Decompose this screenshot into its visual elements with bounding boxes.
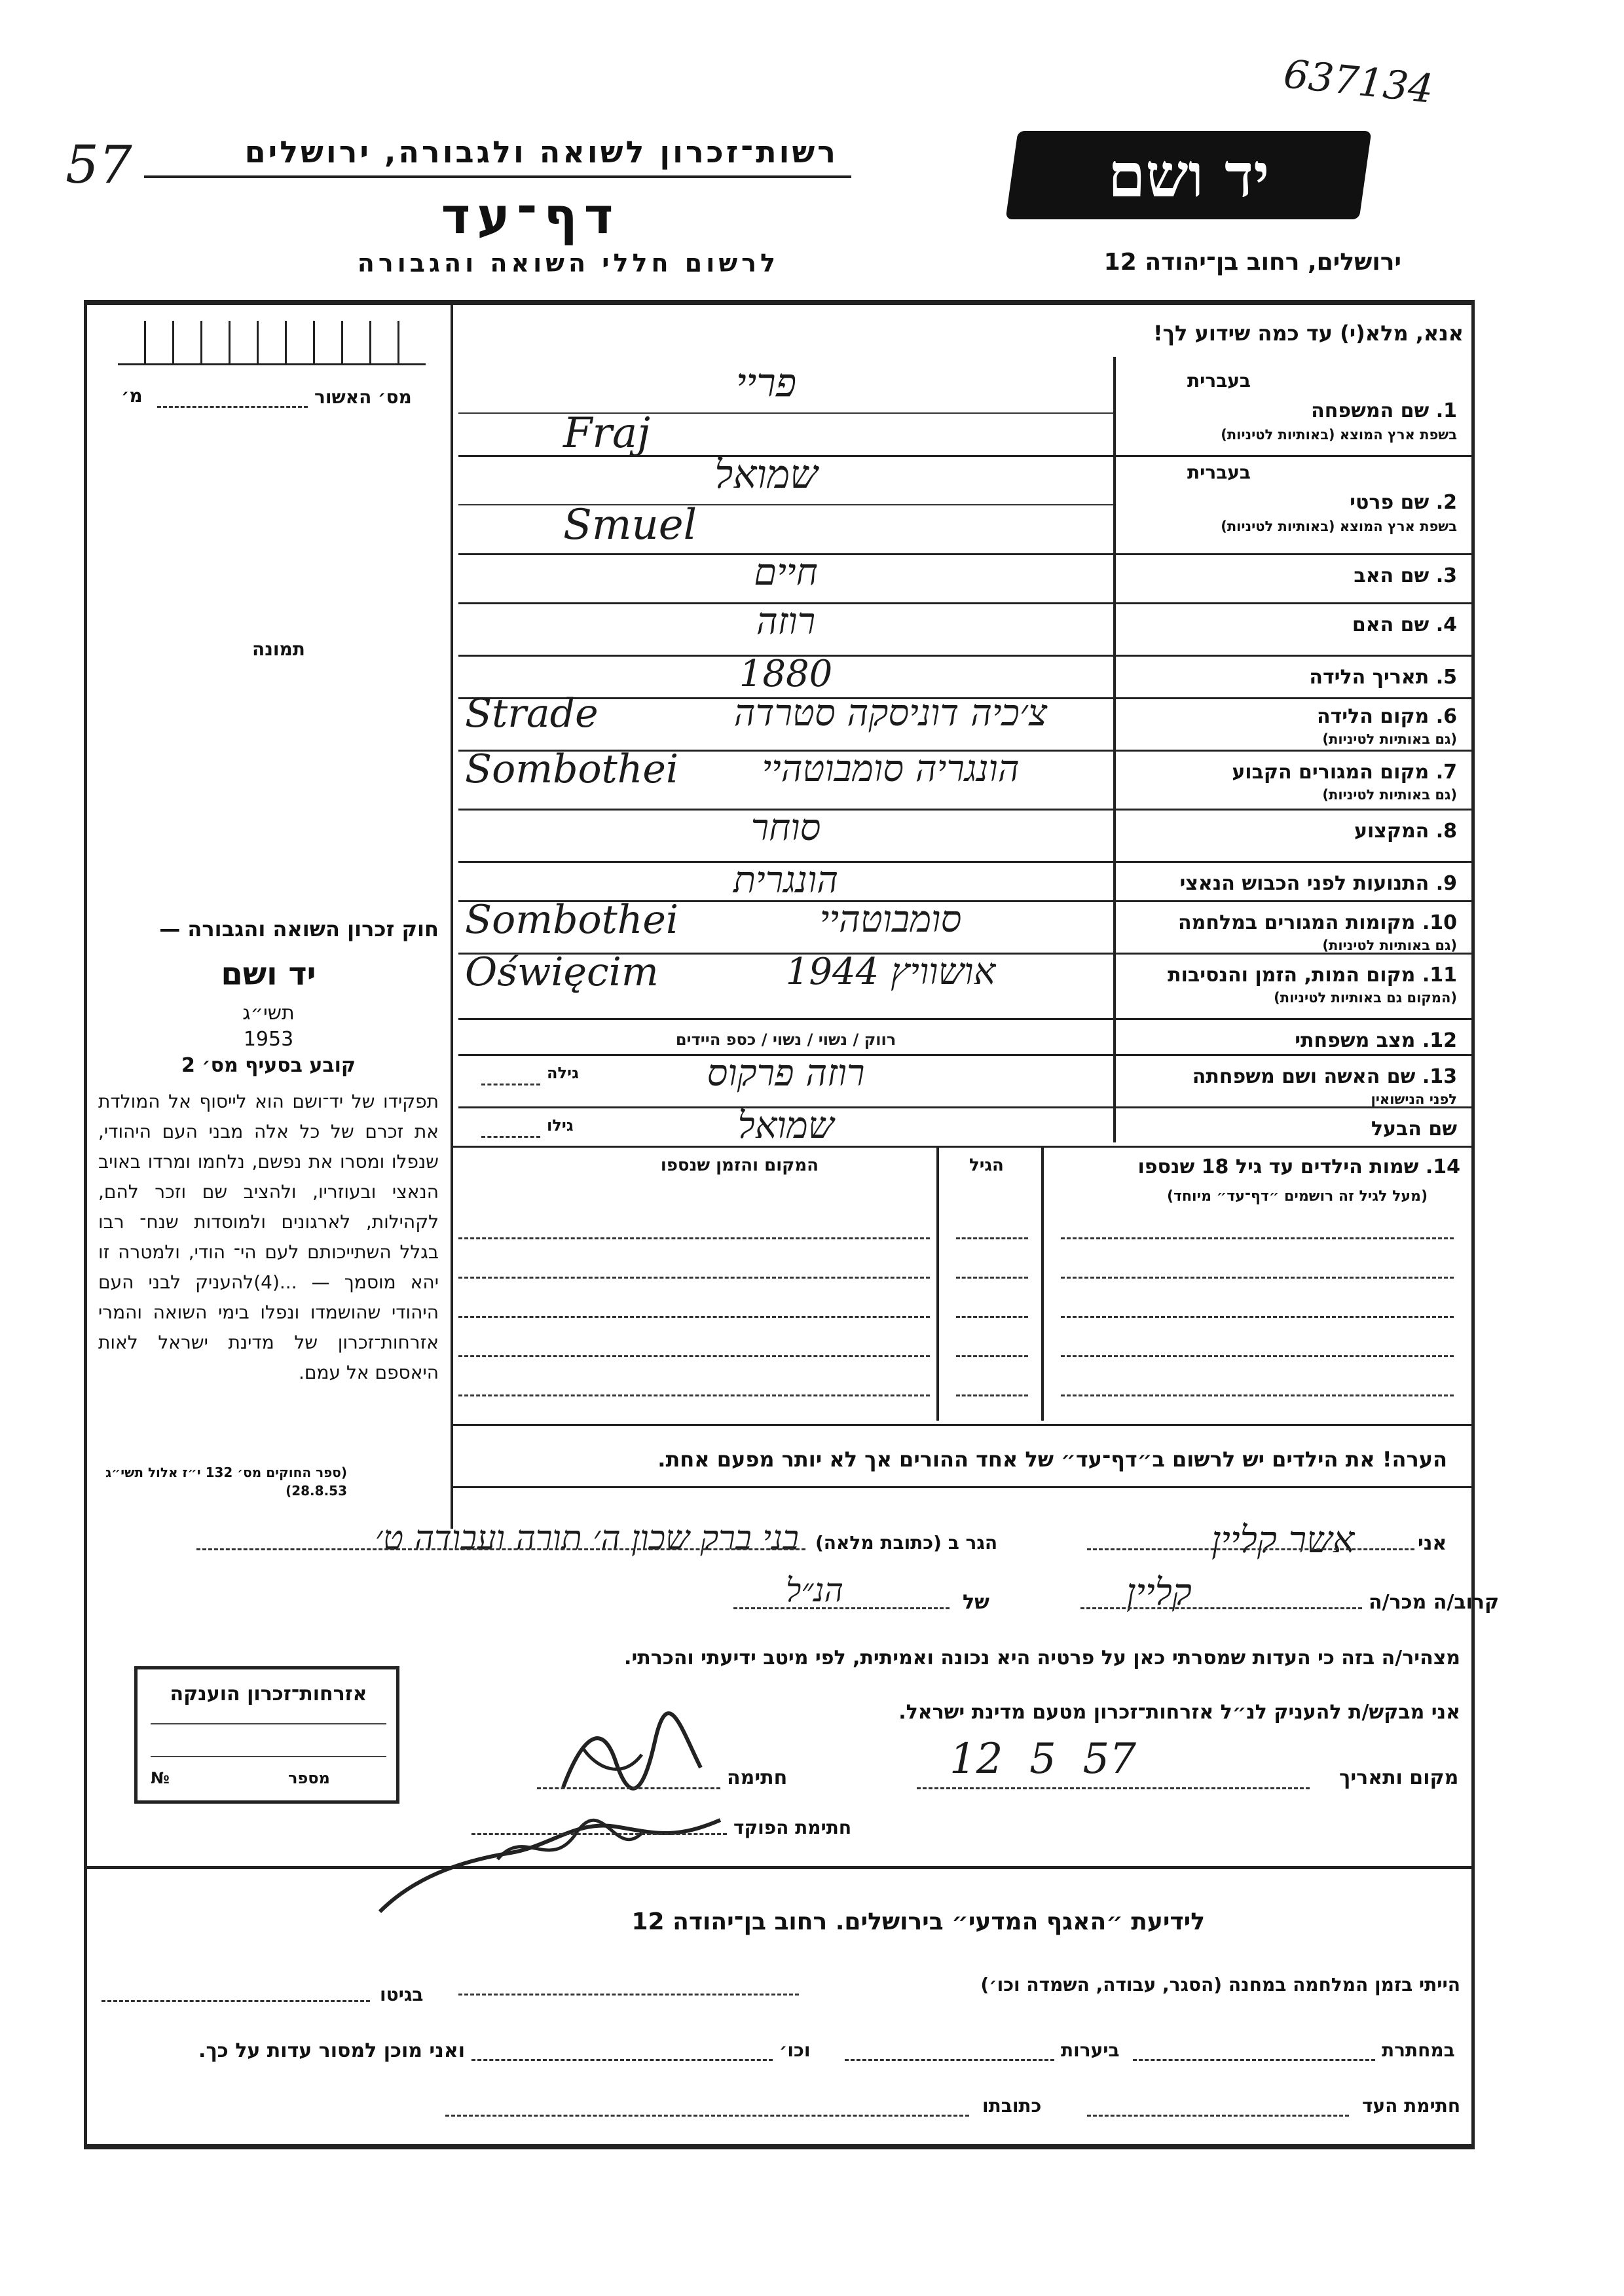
children-entry-line: [1061, 1394, 1454, 1396]
field-label: [1120, 666, 1457, 689]
field-number: 5.: [1435, 666, 1457, 689]
approval-suffix: מ׳: [121, 385, 143, 407]
children-entry-line: [956, 1394, 1028, 1396]
field-label-text: מצב משפחתי: [1295, 1029, 1416, 1052]
field-label: [1120, 564, 1457, 587]
law-title: חוק זכרון השואה והגבורה —: [159, 917, 439, 941]
children-entry-line: [1061, 1316, 1454, 1318]
field-value: 1880: [739, 653, 833, 695]
law-year: 1953: [243, 1028, 294, 1051]
field-label: [1120, 872, 1457, 895]
place-date-label: מקום ותאריך: [1339, 1766, 1459, 1789]
approval-number-ticks: [118, 321, 426, 365]
children-entry-line: [1061, 1355, 1454, 1357]
header-underline: [144, 175, 851, 178]
field-extra-label: גילו: [547, 1116, 574, 1135]
left-column-divider: [451, 304, 453, 1529]
law-name: יד ושם: [221, 956, 316, 993]
field-number: 7.: [1435, 761, 1457, 784]
field-label: [1120, 761, 1457, 784]
law-reference: (ספר החוקים מס׳ 132 י״ז אלול תשי״ג 28.8.53): [105, 1465, 347, 1499]
field-label-text: שם המשפחה: [1311, 399, 1430, 422]
children-age-header: הגיל: [969, 1156, 1004, 1175]
note-top-line: [451, 1424, 1475, 1426]
field-label-text: שם האם: [1352, 613, 1430, 636]
declaration-text: מצהיר/ה בזה כי העדות שמסרתי כאן על פרטיה היא נכונה ואמיתית, לפי מיטב ידיעתי והכרתי.: [624, 1647, 1460, 1669]
children-entry-line: [1061, 1237, 1454, 1239]
declarant-name: אשר קליין: [1211, 1519, 1355, 1561]
bottom-etc-label: וכו׳: [779, 2039, 811, 2061]
of-value: הנ״ל: [786, 1571, 843, 1609]
field-latin-value: Fraj: [563, 409, 650, 458]
bottom-section-line: [84, 1866, 1475, 1869]
instructions: אנא, מלא(י) עד כמה שידוע לך!: [1153, 321, 1464, 346]
declarant-resides-label: הגר ב (כתובת מלאה): [815, 1532, 998, 1554]
field-label-text: שם הבעל: [1371, 1118, 1457, 1140]
children-entry-line: [458, 1237, 930, 1239]
field-latin-value: Sombothei: [465, 897, 679, 943]
bottom-line1: הייתי בזמן המלחמה במחנה (הסגר, עבודה, השמדה וכו׳): [980, 1974, 1460, 1995]
frame-top: [84, 300, 1475, 305]
field-number: 9.: [1435, 872, 1457, 895]
field-label: [1120, 399, 1457, 422]
handwritten-reference-number: 637134: [1281, 51, 1436, 113]
field-row-line: [458, 1018, 1475, 1020]
field-hebrew-value: שמואל: [714, 452, 818, 498]
field-sublabel: (גם באותיות לטיניות): [1322, 787, 1457, 803]
field-label: [1120, 1029, 1457, 1052]
bottom-etc-rule: [471, 2059, 773, 2061]
form-subtitle: לרשום חללי השואה והגבורה: [357, 249, 779, 278]
field-sublabel: בשפת ארץ המוצא (באותיות לטיניות): [1221, 519, 1457, 534]
header-address: ירושלים, רחוב בן־יהודה 12: [1103, 249, 1401, 276]
approval-line: [157, 406, 308, 408]
children-place-header: המקום והזמן שנספו: [660, 1156, 819, 1175]
children-label: [1137, 1156, 1460, 1178]
field-latin-value: Oświęcim: [465, 949, 659, 995]
date-value: 12 5 57: [950, 1735, 1136, 1783]
law-year-heb: תשי״ג: [242, 1002, 295, 1025]
field-number: 4.: [1435, 613, 1457, 636]
bottom-ghetto-rule: [101, 2000, 370, 2002]
field-hebrew-value: פריי: [735, 360, 797, 406]
field-value: אושוויץ 1944: [785, 951, 996, 993]
field-value: הונגריה סומבוטהיי: [762, 748, 1020, 790]
field-label: [1120, 820, 1457, 843]
of-line: [733, 1607, 950, 1609]
field-label: [1120, 491, 1457, 514]
stamp-box-title: אזרחות־זכרון הוענקה: [170, 1683, 367, 1705]
stamp-line-2: [151, 1756, 386, 1757]
children-col-divider-1: [936, 1146, 939, 1421]
children-entry-line: [956, 1355, 1028, 1357]
field-extra-line: [481, 1084, 540, 1085]
field-number: 2.: [1435, 491, 1457, 514]
witness-address-label: כתובתו: [982, 2095, 1042, 2117]
children-entry-line: [458, 1394, 930, 1396]
approval-label: מס׳ האשור: [314, 386, 412, 408]
bottom-underground-label: במחתרת: [1382, 2039, 1455, 2061]
field-latin-value: Smuel: [563, 501, 697, 549]
signature-label: חתימה: [727, 1766, 788, 1789]
children-num: 14.: [1425, 1156, 1460, 1178]
children-entry-line: [458, 1316, 930, 1318]
field-sublabel: (המקום גם באותיות לטיניות): [1274, 990, 1457, 1006]
field-value: סוחר: [750, 807, 821, 849]
field-mid-line: [458, 412, 1113, 414]
stamp-number-label: מספר: [288, 1769, 330, 1787]
field-language-label: בעברית: [1187, 370, 1251, 392]
field-value: צ׳כיה דוניסקה סטרדה: [733, 692, 1048, 735]
note-bottom-line: [451, 1486, 1475, 1488]
bottom-forests-label: ביערות: [1061, 2039, 1120, 2061]
children-sublabel: (מעל לגיל זה רושמים ״דף־עד״ מיוחד): [1166, 1188, 1428, 1205]
field-value: הונגרית: [733, 859, 839, 902]
bottom-line1-rule: [458, 1994, 799, 1995]
bottom-forests-rule: [845, 2059, 1054, 2061]
field-latin-value: Sombothei: [465, 746, 679, 792]
relation-label: קרוב/ה מכר/ה: [1369, 1591, 1500, 1614]
bottom-underground-rule: [1133, 2059, 1375, 2061]
form-title: דף־עד: [441, 187, 620, 245]
field-sublabel: (גם באותיות לטיניות): [1322, 938, 1457, 953]
bottom-testimony-text: ואני מוכן למסור עדות על כך.: [198, 2039, 465, 2062]
children-entry-line: [458, 1355, 930, 1357]
field-label-text: התנועות לפני הכבוש הנאצי: [1179, 872, 1430, 895]
field-language-label: בעברית: [1187, 462, 1251, 483]
stamp-line-1: [151, 1723, 386, 1724]
field-value: סומבוטהיי: [819, 898, 962, 941]
field-number: 12.: [1422, 1029, 1457, 1052]
field-number: 6.: [1435, 705, 1457, 728]
field-label: [1120, 613, 1457, 636]
field-number: 8.: [1435, 820, 1457, 843]
children-entry-line: [956, 1277, 1028, 1279]
field-label: [1120, 964, 1457, 987]
bottom-ghetto-label: בגיטו: [380, 1984, 424, 2005]
field-sublabel: (גם באותיות לטיניות): [1322, 731, 1457, 747]
declarant-address-line: [196, 1548, 805, 1550]
field-mid-line: [458, 504, 1113, 505]
note-text: הערה! את הילדים יש לרשום ב״דף־עד״ של אחד ההורים אך לא יותר מפעם אחת.: [657, 1447, 1447, 1472]
declarant-name-line: [1087, 1548, 1414, 1550]
field-value: חיים: [754, 551, 818, 594]
field-value: רווק / נשוי / נשוי / כספ היידים: [675, 1030, 896, 1049]
field-sublabel: לפני הנישואין: [1371, 1091, 1457, 1107]
officer-label: חתימת הפוקד: [733, 1817, 852, 1838]
field-label: [1120, 705, 1457, 728]
bottom-title: לידיעת ״האגף המדעי״ בירושלים. רחוב בן־יהודה 12: [631, 1908, 1205, 1935]
law-clause: קובע בסעיף מס׳ 2: [181, 1054, 356, 1077]
field-label-text: מקום המגורים הקבוע: [1232, 761, 1430, 784]
relation-value: קליין: [1126, 1571, 1192, 1614]
children-entry-line: [458, 1277, 930, 1279]
field-value: רוזה: [756, 600, 816, 643]
children-title: שמות הילדים עד גיל 18 שנספו: [1137, 1156, 1419, 1178]
field-label-text: המקצוע: [1354, 820, 1430, 843]
field-sublabel: בשפת ארץ המוצא (באותיות לטיניות): [1221, 427, 1457, 443]
declarant-address: בני ברק שכון ה׳ תורה ועבודה ט׳: [375, 1519, 799, 1558]
field-number: 11.: [1422, 964, 1457, 987]
field-number: 10.: [1422, 911, 1457, 934]
field-number: 13.: [1422, 1065, 1457, 1088]
frame-bottom: [84, 2144, 1475, 2149]
witness-signature-rule: [1087, 2115, 1349, 2117]
field-label: [1120, 1118, 1457, 1140]
photo-label: תמונה: [252, 638, 305, 660]
field-label-text: שם האשה ושם משפחתה: [1192, 1065, 1416, 1088]
field-label-text: תאריך הלידה: [1309, 666, 1430, 689]
field-label-text: מקום המות, הזמן והנסיבות: [1168, 964, 1416, 987]
children-top-line: [451, 1146, 1475, 1148]
margin-number: 57: [65, 134, 132, 195]
field-extra-label: גילה: [547, 1064, 579, 1082]
witness-address-rule: [445, 2115, 969, 2117]
field-number: 3.: [1435, 564, 1457, 587]
law-text: תפקידו של יד־ושם הוא לייסוף אל המולדת את זכרם של כל אלה מבני העם היהודי, שנפלו ומסרו את נפשם, נלחמו ומרדו באויב הנאצי ובעוזריו, ולהציב שם וזכר להם, לקהילות, לארגונים ולמוסדות שנח־ רבו בגלל השתייכותם לעם הי־ הודי, ולמטרה זו יהא מוסמך — ...(4)להעניק לבני העם היהודי שהושמדו ונפלו בימי השואה והמרי אזרחות־זכרון של מדינת ישראל לאות היאספם אל עמם.: [98, 1091, 439, 1383]
field-label: [1120, 1065, 1457, 1088]
children-entry-line: [1061, 1277, 1454, 1279]
field-value: שמואל: [737, 1104, 834, 1147]
yad-vashem-logo: [1006, 131, 1372, 219]
field-label-text: מקום הלידה: [1316, 705, 1430, 728]
field-extra-line: [481, 1136, 540, 1138]
logo-text: יד ושם: [1107, 139, 1270, 211]
field-label-text: שם האב: [1354, 564, 1430, 587]
field-label-text: מקומות המגורים במלחמה: [1178, 911, 1416, 934]
field-label-text: שם פרטי: [1350, 491, 1430, 514]
citizenship-stamp-box: [134, 1666, 399, 1804]
children-entry-line: [956, 1237, 1028, 1239]
request-text: אני מבקש/ת להעניק לנ״ל אזרחות־זכרון מטעם מדינת ישראל.: [898, 1701, 1460, 1724]
witness-signature-label: חתימת העד: [1362, 2095, 1461, 2117]
declarant-i-label: אני: [1418, 1532, 1447, 1555]
field-label: [1120, 911, 1457, 934]
of-label: של: [963, 1591, 989, 1614]
authority-name: רשות־זכרון לשואה ולגבורה, ירושלים: [244, 134, 838, 170]
stamp-number-suffix: №: [151, 1769, 170, 1787]
relation-line: [1080, 1607, 1362, 1609]
officer-line: [471, 1833, 727, 1835]
field-number: 1.: [1435, 399, 1457, 422]
children-col-divider-2: [1041, 1146, 1044, 1421]
field-value: רוזה פרקוס: [707, 1052, 865, 1095]
date-line: [917, 1787, 1310, 1789]
field-latin-value: Strade: [465, 691, 599, 737]
children-entry-line: [956, 1316, 1028, 1318]
